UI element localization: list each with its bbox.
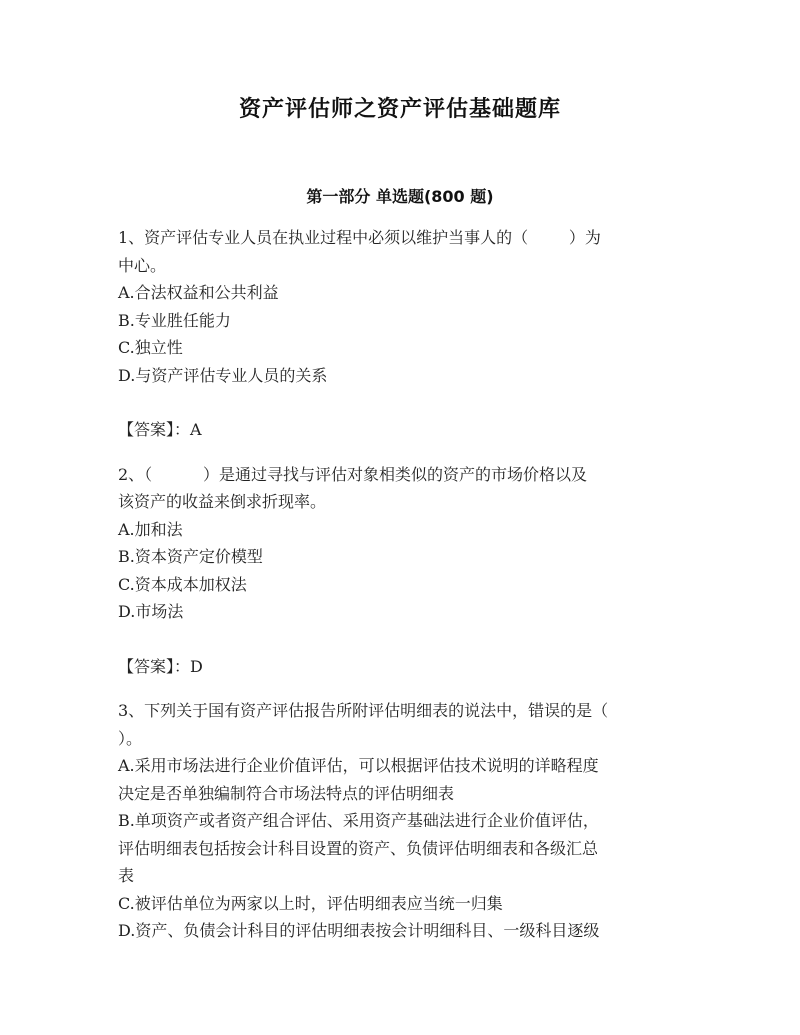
- question-1-stem-line-1: 1、资产评估专业人员在执业过程中必须以维护当事人的（ ）为: [118, 228, 601, 247]
- question-2-option-c: C.资本成本加权法: [118, 574, 247, 594]
- question-2-answer: 【答案】：D: [118, 656, 203, 676]
- document-title: 资产评估师之资产评估基础题库: [238, 96, 561, 122]
- question-1-option-d: D.与资产评估专业人员的关系: [118, 365, 328, 385]
- question-3-stem-line-1: 3、下列关于国有资产评估报告所附评估明细表的说法中，错误的是（: [118, 701, 609, 720]
- question-1-stem-line-2: 中心。: [118, 255, 167, 275]
- question-3: [118, 697, 678, 945]
- question-1-option-a: A.合法权益和公共利益: [118, 283, 279, 302]
- question-3-stem-line-2: ）。: [118, 728, 143, 748]
- section-heading: 第一部分 单选题(800 题): [306, 187, 494, 206]
- question-3-option-a-line-2: 决定是否单独编制符合市场法特点的评估明细表: [118, 783, 455, 803]
- question-2-stem-line-2: 该资产的收益来倒求折现率。: [118, 492, 327, 511]
- question-3-option-c: C.被评估单位为两家以上时，评估明细表应当统一归集: [118, 893, 503, 913]
- question-1-answer: 【答案】：A: [118, 420, 202, 439]
- question-1-option-c: C.独立性: [118, 338, 183, 357]
- question-3-option-b-line-2: 评估明细表包括按会计科目设置的资产、负债评估明细表和各级汇总: [118, 838, 599, 858]
- question-list: [118, 224, 678, 945]
- question-2-stem-line-1: 2、（ ）是通过寻找与评估对象相类似的资产的市场价格以及: [118, 464, 588, 484]
- question-3-option-b-line-3: 表: [118, 866, 135, 885]
- question-1: [118, 224, 678, 444]
- question-3-option-b-line-1: B.单项资产或者资产组合评估、采用资产基础法进行企业价值评估，: [118, 811, 599, 830]
- question-2-option-a: A.加和法: [118, 519, 183, 539]
- question-3-option-a-line-1: A.采用市场法进行企业价值评估，可以根据评估技术说明的详略程度: [118, 756, 599, 775]
- question-3-option-d: D.资产、负债会计科目的评估明细表按会计明细科目、一级科目逐级: [118, 921, 600, 940]
- question-2: [118, 461, 678, 681]
- question-2-option-d: D.市场法: [118, 602, 184, 621]
- question-1-option-b: B.专业胜任能力: [118, 310, 231, 330]
- question-2-option-b: B.资本资产定价模型: [118, 547, 263, 566]
